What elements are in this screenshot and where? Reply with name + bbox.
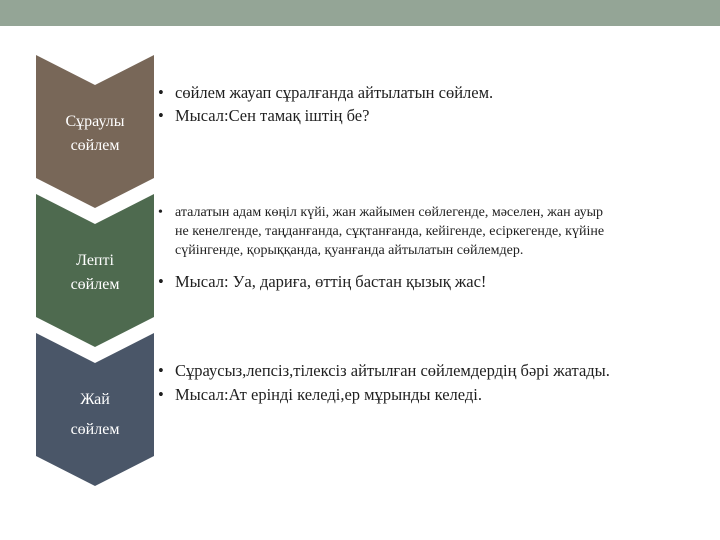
chevron-block-interrogative <box>36 55 154 208</box>
chevron-block-exclamatory <box>36 194 154 347</box>
bullet-text: Мысал: Уа, дариға, өттің бастан қызық жас! <box>175 272 487 291</box>
bullet-item <box>158 383 610 407</box>
block-label-line: Лепті <box>76 252 114 269</box>
bullet-item <box>158 203 720 260</box>
bullet-text-line: сүйінгенде, қорыққанда, қуанғанда айтылатын сөйлемдер. <box>175 243 524 258</box>
block-label-line: Жай <box>80 391 110 408</box>
bullet-item <box>158 359 610 383</box>
bullet-text: Мысал:Ат ерінді келеді,ер мұрынды келеді. <box>175 385 482 404</box>
chevron-block-declarative <box>36 333 154 486</box>
bullet-item <box>158 104 493 127</box>
block-label-line: сөйлем <box>70 276 120 293</box>
bullet-list-declarative <box>158 359 610 407</box>
bullet-list-exclamatory <box>158 203 720 293</box>
bullet-text: Мысал:Сен тамақ іштің бе? <box>175 106 370 125</box>
top-band <box>0 0 720 26</box>
block-label <box>36 110 154 158</box>
bullet-text: сөйлем жауап сұралғанда айтылатын сөйлем. <box>175 83 494 102</box>
block-label <box>36 385 154 445</box>
block-label <box>36 249 154 297</box>
bullet-text-line: • аталатын адам көңіл күйі, жан жайымен сөйлегенде, мәселен, жан ауыр <box>175 205 603 220</box>
bullet-list-interrogative <box>158 81 493 127</box>
block-label-line: сөйлем <box>70 421 120 438</box>
block-label-line: Сұраулы <box>65 113 125 130</box>
bullet-text: Сұраусыз,лепсіз,тілексіз айтылған сөйлемдердің бәрі жатады. <box>175 361 610 380</box>
block-label-line: сөйлем <box>70 137 120 154</box>
bullet-item <box>158 270 720 293</box>
bullet-item <box>158 81 493 104</box>
bullet-text-line: не кенелгенде, таңданғанда, сұқтанғанда, кейігенде, есіркегенде, күйіне <box>175 224 605 239</box>
